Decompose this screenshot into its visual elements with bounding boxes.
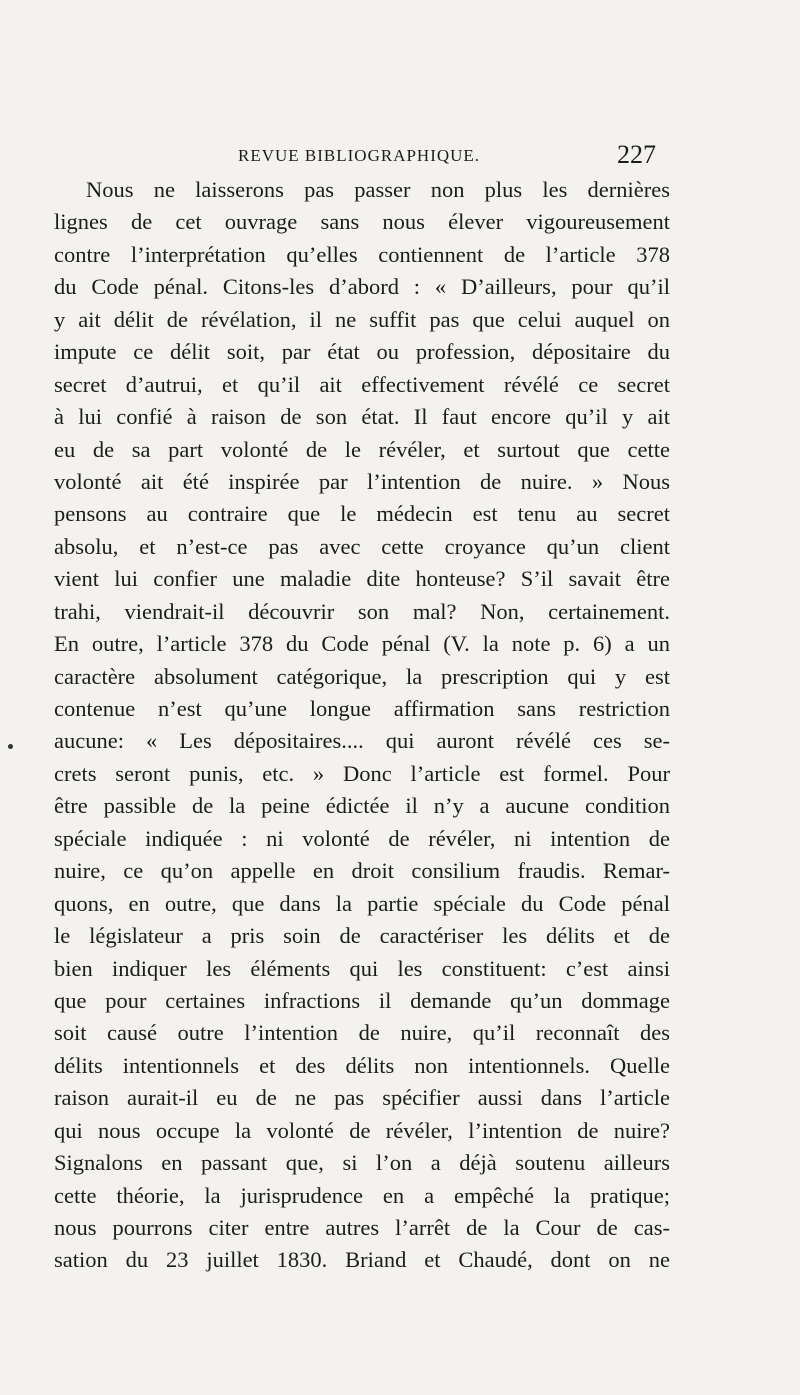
- text-line: impute ce délit soit, par état ou profession, dépositaire du: [54, 339, 670, 365]
- text-line: Nous ne laisserons pas passer non plus les dernières: [86, 177, 670, 202]
- text-line: qui nous occupe la volonté de révéler, l’intention de nuire?: [54, 1117, 670, 1143]
- text-line: eu de sa part volonté de le révéler, et surtout que cette: [54, 436, 670, 462]
- text-line: y ait délit de révélation, il ne suffit pas que celui auquel on: [54, 306, 670, 332]
- running-title: REVUE BIBLIOGRAPHIQUE.: [238, 146, 481, 165]
- page-number: 227: [617, 140, 656, 169]
- text-line: trahi, viendrait-il découvrir son mal? Non, certainement.: [54, 598, 670, 624]
- text-line: spéciale indiquée : ni volonté de révéler, ni intention de: [54, 825, 670, 851]
- text-line: être passible de la peine édictée il n’y a aucune condition: [54, 793, 670, 819]
- text-line: délits intentionnels et des délits non intentionnels. Quelle: [54, 1052, 670, 1078]
- text-line: du Code pénal. Citons-les d’abord : « D’ailleurs, pour qu’il: [54, 274, 670, 300]
- text-line: crets seront punis, etc. » Donc l’article est formel. Pour: [54, 760, 670, 786]
- running-head: [0, 140, 800, 170]
- text-line: sation du 23 juillet 1830. Briand et Chaudé, dont on ne: [54, 1247, 670, 1273]
- text-line: volonté ait été inspirée par l’intention de nuire. » Nous: [54, 468, 670, 494]
- text-line: absolu, et n’est-ce pas avec cette croyance qu’un client: [54, 533, 670, 559]
- text-line: que pour certaines infractions il demande qu’un dommage: [54, 987, 670, 1013]
- text-line: soit causé outre l’intention de nuire, qu’il reconnaît des: [54, 1020, 670, 1046]
- margin-dot: [8, 744, 13, 749]
- text-line: Signalons en passant que, si l’on a déjà soutenu ailleurs: [54, 1150, 670, 1176]
- text-line: raison aurait-il eu de ne pas spécifier aussi dans l’article: [54, 1085, 670, 1111]
- text-line: contre l’interprétation qu’elles contiennent de l’article 378: [54, 241, 670, 267]
- text-line: cette théorie, la jurisprudence en a empêché la pratique;: [54, 1182, 670, 1208]
- text-line: caractère absolument catégorique, la prescription qui y est: [54, 663, 670, 689]
- text-line: aucune: « Les dépositaires.... qui auront révélé ces se-: [54, 728, 670, 754]
- text-line: quons, en outre, que dans la partie spéciale du Code pénal: [54, 890, 670, 916]
- text-line: le législateur a pris soin de caractériser les délits et de: [54, 923, 670, 949]
- text-line: nuire, ce qu’on appelle en droit consilium fraudis. Remar-: [54, 858, 670, 884]
- text-line: En outre, l’article 378 du Code pénal (V. la note p. 6) a un: [54, 631, 670, 657]
- text-line: lignes de cet ouvrage sans nous élever vigoureusement: [54, 209, 670, 235]
- text-line: vient lui confier une maladie dite honteuse? S’il savait être: [54, 566, 670, 592]
- text-line: pensons au contraire que le médecin est tenu au secret: [54, 501, 670, 527]
- text-line: nous pourrons citer entre autres l’arrêt de la Cour de cas-: [54, 1215, 670, 1240]
- text-line: secret d’autrui, et qu’il ait effectivement révélé ce secret: [54, 371, 670, 397]
- text-line: contenue n’est qu’une longue affirmation sans restriction: [54, 696, 670, 721]
- text-line: bien indiquer les éléments qui les constituent: c’est ainsi: [54, 955, 670, 981]
- body-text: [54, 174, 670, 1277]
- text-line: à lui confié à raison de son état. Il faut encore qu’il y ait: [54, 404, 670, 430]
